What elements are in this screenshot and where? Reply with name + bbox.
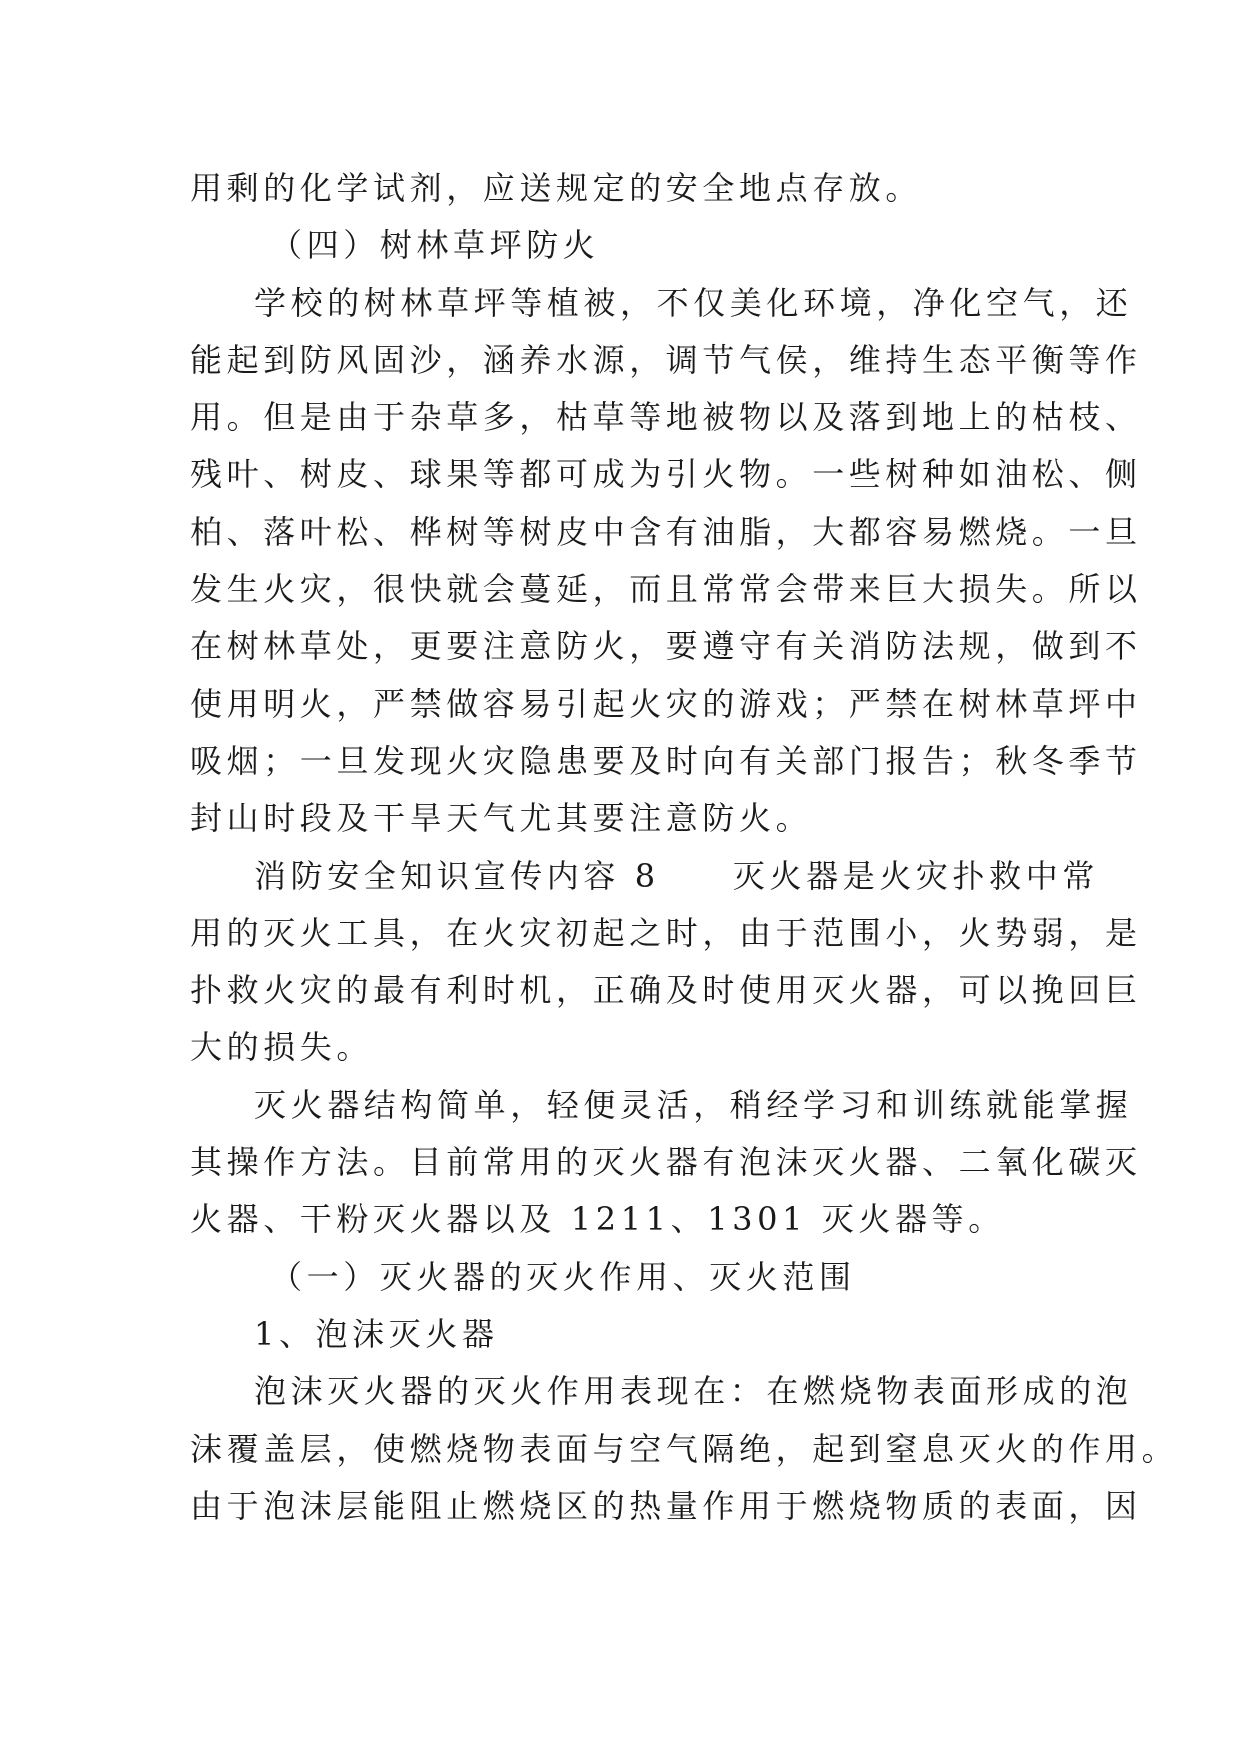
text-line: 能起到防风固沙，涵养水源，调节气侯，维持生态平衡等作 [190, 340, 1142, 379]
text-line: 吸烟；一旦发现火灾隐患要及时向有关部门报告；秋冬季节 [190, 741, 1142, 780]
text-line: 大的损失。 [190, 1028, 374, 1067]
text-line: 发生火灾，很快就会蔓延，而且常常会带来巨大损失。所以 [190, 570, 1142, 609]
subsection-heading: 1、泡沫灭火器 [254, 1314, 499, 1353]
section-heading: （四）树林草坪防火 [270, 226, 600, 265]
text-line: 火器、干粉灭火器以及 1211、1301 灭火器等。 [190, 1200, 1005, 1239]
text-line: 封山时段及干旱天气尤其要注意防火。 [190, 799, 813, 838]
text-line: 沫覆盖层，使燃烧物表面与空气隔绝，起到窒息灭火的作用。 [190, 1429, 1179, 1468]
text-line: 用。但是由于杂草多，枯草等地被物以及落到地上的枯枝、 [190, 398, 1142, 437]
text-line: 使用明火，严禁做容易引起火灾的游戏；严禁在树林草坪中 [190, 684, 1142, 723]
text-line: 用剩的化学试剂，应送规定的安全地点存放。 [190, 169, 923, 207]
text-line: 用的灭火工具，在火灾初起之时，由于范围小，火势弱，是 [190, 913, 1142, 952]
text-line: 泡沫灭火器的灭火作用表现在：在燃烧物表面形成的泡 [254, 1372, 1133, 1411]
text-line: 灭火器结构简单，轻便灵活，稍经学习和训练就能掌握 [254, 1085, 1133, 1124]
text-line: 消防安全知识宣传内容 8 灭火器是火灾扑救中常 [254, 856, 1099, 895]
text-line: 由于泡沫层能阻止燃烧区的热量作用于燃烧物质的表面，因 [190, 1486, 1142, 1525]
section-heading: （一）灭火器的灭火作用、灭火范围 [270, 1257, 856, 1296]
document-body [190, 160, 1179, 1535]
text-line: 扑救火灾的最有利时机，正确及时使用灭火器，可以挽回巨 [190, 971, 1142, 1010]
text-line: 学校的树林草坪等植被，不仅美化环境，净化空气，还 [254, 283, 1133, 322]
text-line: 柏、落叶松、桦树等树皮中含有油脂，大都容易燃烧。一旦 [190, 512, 1142, 551]
text-line: 在树林草处，更要注意防火，要遵守有关消防法规，做到不 [190, 627, 1142, 666]
text-line: 残叶、树皮、球果等都可成为引火物。一些树种如油松、侧 [190, 455, 1142, 494]
text-line: 其操作方法。目前常用的灭火器有泡沫灭火器、二氧化碳灭 [190, 1143, 1142, 1182]
